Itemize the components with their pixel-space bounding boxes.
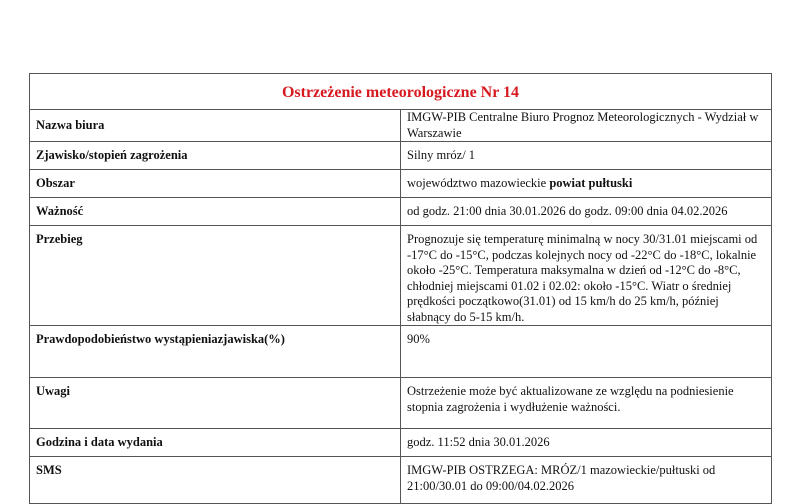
row-label: Uwagi [30,378,401,429]
table-row-area [30,170,772,198]
table-row-sms [30,457,772,504]
table-row-probability [30,326,772,378]
row-label: SMS [30,457,401,504]
title-cell [30,74,772,110]
row-value: godz. 11:52 dnia 30.01.2026 [401,429,772,457]
title-row [30,74,772,110]
table-row-validity [30,198,772,226]
row-label: Nazwa biura [30,110,401,142]
area-county: powiat pułtuski [549,175,633,190]
table-row-office [30,110,772,142]
row-label: Przebieg [30,226,401,326]
row-value [401,170,772,198]
table-row-phenomenon [30,142,772,170]
row-value: od godz. 21:00 dnia 30.01.2026 do godz. 09:00 dnia 04.02.2026 [401,198,772,226]
row-value: IMGW-PIB Centralne Biuro Prognoz Meteorologicznych - Wydział w Warszawie [401,110,772,142]
row-label: Obszar [30,170,401,198]
table-row-issued [30,429,772,457]
row-value: IMGW-PIB OSTRZEGA: MRÓZ/1 mazowieckie/pułtuski od 21:00/30.01 do 09:00/04.02.2026 [401,457,772,504]
row-label: Godzina i data wydania [30,429,401,457]
row-label: Zjawisko/stopień zagrożenia [30,142,401,170]
row-label: Ważność [30,198,401,226]
row-value: 90% [401,326,772,378]
row-value: Prognozuje się temperaturę minimalną w nocy 30/31.01 miejscami od -17°C do -15°C, podczas kolejnych nocy od -22°C do -18°C, lokalnie około -25°C. Temperatura maksymalna w dzień od -12°C do -8°C, chłodniej miejscami 01.02 i 02.02: około -15°C. Wiatr o średniej prędkości początkowo(31.01) od 15 km/h do 25 km/h, później słabnący do 5-15 km/h. [401,226,772,326]
row-value: Silny mróz/ 1 [401,142,772,170]
warning-title: Ostrzeżenie meteorologiczne Nr 14 [281,84,520,102]
table-row-course [30,226,772,326]
area-voivodeship: województwo mazowieckie [407,175,550,190]
row-value: Ostrzeżenie może być aktualizowane ze względu na podniesienie stopnia zagrożenia i wydłużenie ważności. [401,378,772,429]
row-label: Prawdopodobieństwo wystąpieniazjawiska(%) [30,326,401,378]
table-row-remarks [30,378,772,429]
weather-warning-table [29,73,772,504]
